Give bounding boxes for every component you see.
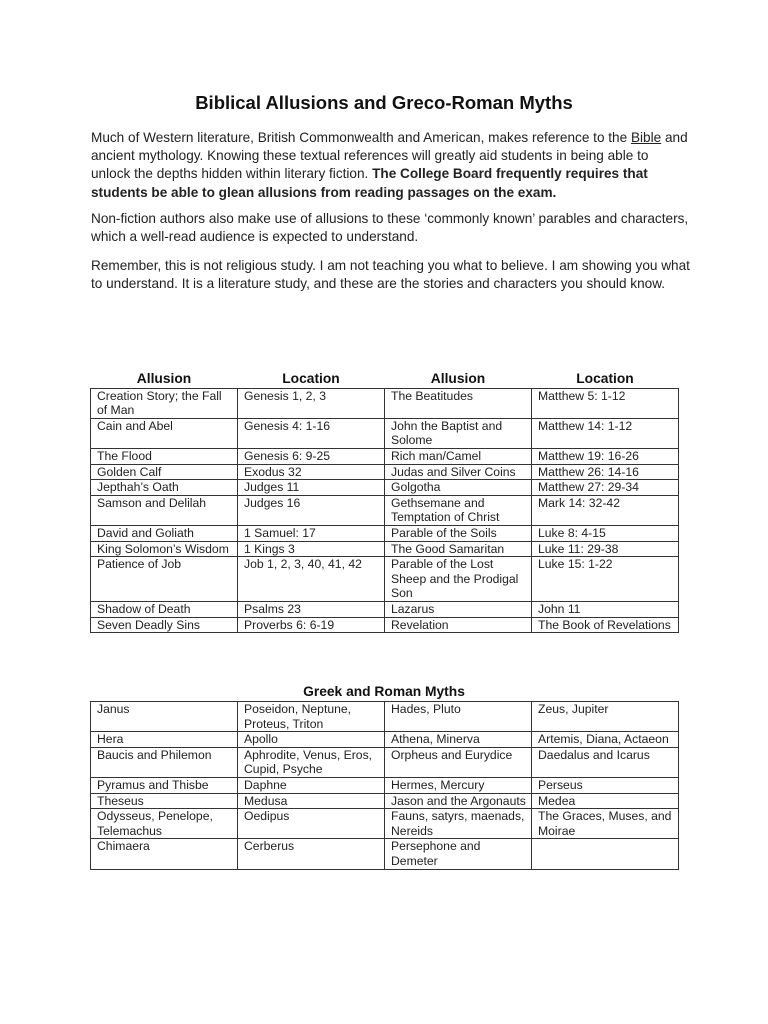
table-cell: Mark 14: 32-42 [532, 495, 679, 525]
table-cell: Hera [91, 732, 238, 748]
table-row [91, 777, 679, 793]
table-cell: Aphrodite, Venus, Eros, Cupid, Psyche [238, 747, 385, 777]
table-cell: Athena, Minerva [385, 732, 532, 748]
table-cell: Cain and Abel [91, 418, 238, 448]
table-cell: Proverbs 6: 6-19 [238, 617, 385, 633]
table-row [91, 702, 679, 732]
table-row [91, 418, 679, 448]
table-cell: Psalms 23 [238, 601, 385, 617]
table-cell: Cerberus [238, 839, 385, 869]
table-row [91, 448, 679, 464]
table-cell: Shadow of Death [91, 601, 238, 617]
table-cell: Baucis and Philemon [91, 747, 238, 777]
table-cell: Pyramus and Thisbe [91, 777, 238, 793]
college-board-note: The College Board frequently requires that students be able to glean allusions from reading passages on the exam. [91, 166, 648, 200]
table-row [91, 809, 679, 839]
table-cell: Daedalus and Icarus [532, 747, 679, 777]
table-cell: John the Baptist and Solome [385, 418, 532, 448]
table-row [91, 747, 679, 777]
table-cell: The Flood [91, 448, 238, 464]
table-cell: Zeus, Jupiter [532, 702, 679, 732]
table-cell: Gethsemane and Temptation of Christ [385, 495, 532, 525]
table-cell: Seven Deadly Sins [91, 617, 238, 633]
table-cell: David and Goliath [91, 525, 238, 541]
intro-paragraph-3: Remember, this is not religious study. I am not teaching you what to believe. I am showing you what to understand. It is a literature study, and these are the stories and characters you should know. [91, 258, 690, 292]
table-row [91, 617, 679, 633]
table-cell: Artemis, Diana, Actaeon [532, 732, 679, 748]
table-cell: Revelation [385, 617, 532, 633]
table-cell: Golgotha [385, 480, 532, 496]
table-row [91, 495, 679, 525]
table-cell: The Good Samaritan [385, 541, 532, 557]
table-cell: Judges 11 [238, 480, 385, 496]
myths-table [90, 701, 679, 870]
table-row [91, 464, 679, 480]
table-cell: Exodus 32 [238, 464, 385, 480]
table-cell: Patience of Job [91, 557, 238, 602]
table-cell: 1 Samuel: 17 [238, 525, 385, 541]
table-cell: Medea [532, 793, 679, 809]
column-header: Allusion [430, 371, 486, 386]
table-row [91, 541, 679, 557]
table-cell: Odysseus, Penelope, Telemachus [91, 809, 238, 839]
table-cell: The Beatitudes [385, 388, 532, 418]
table-cell: Matthew 26: 14-16 [532, 464, 679, 480]
table-cell: Job 1, 2, 3, 40, 41, 42 [238, 557, 385, 602]
column-header: Allusion [136, 371, 192, 386]
table-cell: 1 Kings 3 [238, 541, 385, 557]
table-cell: Apollo [238, 732, 385, 748]
table-row [91, 793, 679, 809]
table-cell: Parable of the Soils [385, 525, 532, 541]
table-cell: Theseus [91, 793, 238, 809]
table-cell: Persephone and Demeter [385, 839, 532, 869]
table-cell: Genesis 1, 2, 3 [238, 388, 385, 418]
column-header: Location [576, 371, 634, 386]
table-row [91, 601, 679, 617]
table-cell: Rich man/Camel [385, 448, 532, 464]
table-cell: Jepthah’s Oath [91, 480, 238, 496]
table-cell: Oedipus [238, 809, 385, 839]
table-cell: Parable of the Lost Sheep and the Prodigal Son [385, 557, 532, 602]
table-cell: Hades, Pluto [385, 702, 532, 732]
table-cell: Matthew 19: 16-26 [532, 448, 679, 464]
table-cell: John 11 [532, 601, 679, 617]
table-cell: Lazarus [385, 601, 532, 617]
page-title: Biblical Allusions and Greco-Roman Myths [195, 92, 573, 113]
table-cell: Fauns, satyrs, maenads, Nereids [385, 809, 532, 839]
allusions-table [90, 372, 679, 633]
table-cell: Orpheus and Eurydice [385, 747, 532, 777]
table-cell: Janus [91, 702, 238, 732]
table-cell: Hermes, Mercury [385, 777, 532, 793]
table-row [91, 480, 679, 496]
table-cell: Genesis 6: 9-25 [238, 448, 385, 464]
table-header-row [91, 372, 679, 388]
table-cell: Perseus [532, 777, 679, 793]
table-row [91, 557, 679, 602]
table-cell: Samson and Delilah [91, 495, 238, 525]
table-cell: The Graces, Muses, and Moirae [532, 809, 679, 839]
table-cell: Jason and the Argonauts [385, 793, 532, 809]
table-row [91, 388, 679, 418]
table-cell: Creation Story; the Fall of Man [91, 388, 238, 418]
intro-paragraph-2: Non-fiction authors also make use of allusions to these ‘commonly known’ parables and characters, which a well-read audience is expected to understand. [91, 211, 689, 245]
table-cell: Judges 16 [238, 495, 385, 525]
table-cell: Matthew 14: 1-12 [532, 418, 679, 448]
table-row [91, 839, 679, 869]
myths-table-title: Greek and Roman Myths [303, 684, 465, 699]
table-cell: Poseidon, Neptune, Proteus, Triton [238, 702, 385, 732]
table-cell: Daphne [238, 777, 385, 793]
table-cell: The Book of Revelations [532, 617, 679, 633]
table-cell: Luke 8: 4-15 [532, 525, 679, 541]
table-row [91, 732, 679, 748]
intro-text: Much of Western literature, British Commonwealth and American, makes reference to the [91, 130, 631, 145]
table-cell: Matthew 27: 29-34 [532, 480, 679, 496]
column-header: Location [282, 371, 340, 386]
table-cell: Luke 15: 1-22 [532, 557, 679, 602]
table-cell: Chimaera [91, 839, 238, 869]
table-cell: Luke 11: 29-38 [532, 541, 679, 557]
table-cell: Matthew 5: 1-12 [532, 388, 679, 418]
table-cell: Medusa [238, 793, 385, 809]
table-cell: Golden Calf [91, 464, 238, 480]
intro-text: and ancient mythology. Knowing these textual references will greatly aid students in being able to unlock the depths hidden within literary fiction. [91, 130, 688, 182]
intro-paragraph-1 [91, 129, 691, 202]
table-cell: Genesis 4: 1-16 [238, 418, 385, 448]
table-row [91, 525, 679, 541]
table-cell: Judas and Silver Coins [385, 464, 532, 480]
bible-link[interactable]: Bible [630, 130, 662, 145]
table-cell [532, 839, 679, 869]
table-cell: King Solomon’s Wisdom [91, 541, 238, 557]
